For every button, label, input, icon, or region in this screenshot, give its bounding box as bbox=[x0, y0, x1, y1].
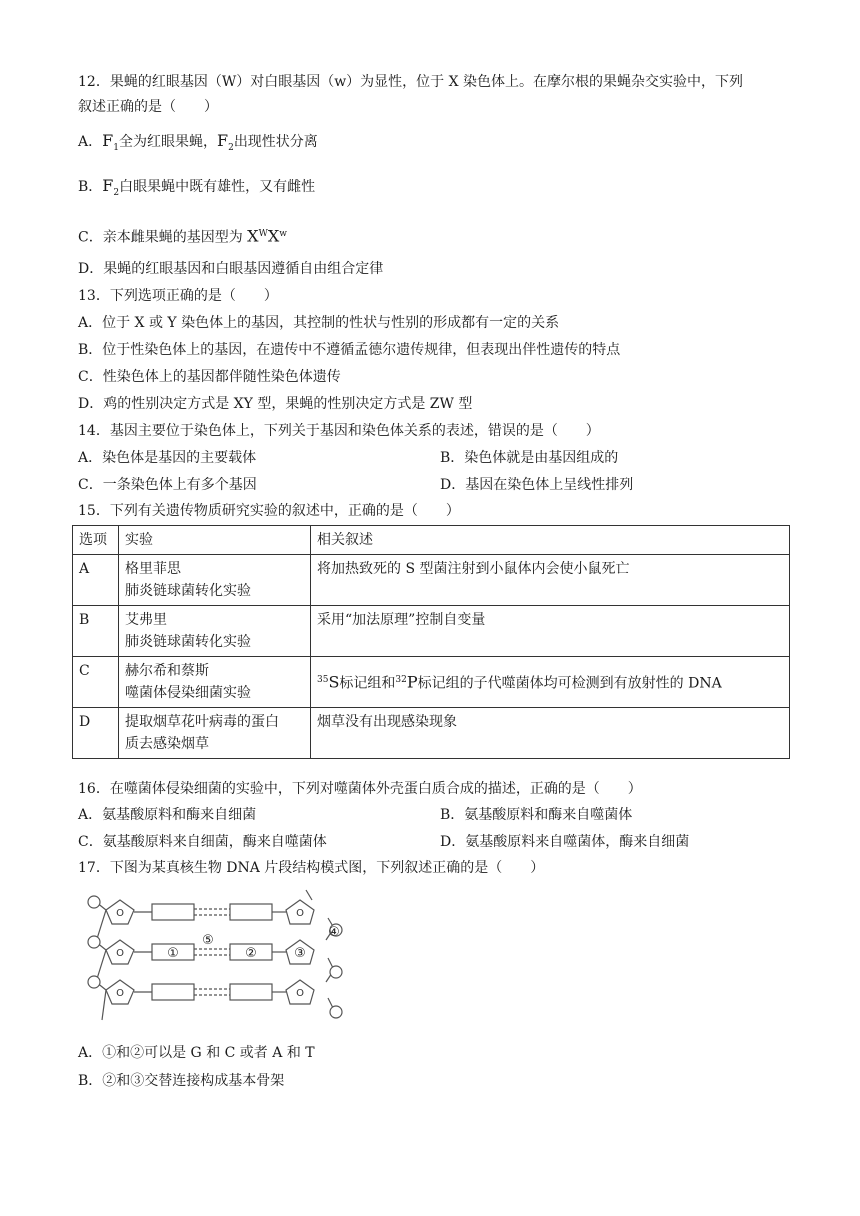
q12-option-d: D．果蝇的红眼基因和白眼基因遵循自由组合定律 bbox=[78, 261, 384, 277]
table-header-row bbox=[73, 526, 790, 555]
table-cell-description: $^{35}$S标记组和$^{32}$P标记组的子代噬菌体均可检测到有放射性的 DNA bbox=[311, 657, 790, 708]
q17-option-a: A．①和②可以是 G 和 C 或者 A 和 T bbox=[78, 1045, 315, 1061]
q16-option-c: C．氨基酸原料来自细菌，酶来自噬菌体 bbox=[78, 834, 327, 850]
q13-option-b: B．位于性染色体上的基因，在遗传中不遵循孟德尔遗传规律，但表现出伴性遗传的特点 bbox=[78, 342, 621, 358]
phosphate-circle bbox=[330, 1006, 342, 1018]
table-row bbox=[73, 555, 790, 606]
q14-option-c: C．一条染色体上有多个基因 bbox=[78, 477, 257, 493]
q15-stem: 15．下列有关遗传物质研究实验的叙述中，正确的是（ ） bbox=[78, 503, 460, 519]
q16-stem: 16．在噬菌体侵染细菌的实验中，下列对噬菌体外壳蛋白质合成的描述，正确的是（ ） bbox=[78, 781, 642, 797]
table-cell-option: B bbox=[73, 606, 119, 657]
table-row bbox=[73, 657, 790, 708]
q14-option-d: D．基因在染色体上呈线性排列 bbox=[440, 477, 634, 493]
sugar-o-label: O bbox=[116, 908, 124, 919]
table-header-cell: 相关叙述 bbox=[311, 526, 790, 555]
base-pairs bbox=[134, 904, 286, 1000]
base-rect bbox=[152, 984, 194, 1000]
q14-option-b: B．染色体就是由基因组成的 bbox=[440, 450, 619, 466]
q17-stem: 17．下图为某真核生物 DNA 片段结构模式图，下列叙述正确的是（ ） bbox=[78, 860, 545, 876]
label-1: ① bbox=[167, 946, 179, 961]
q12-option-b: B．$F_2$白眼果蝇中既有雄性，又有雌性 bbox=[78, 176, 316, 198]
table-cell-option: C bbox=[73, 657, 119, 708]
table-cell-experiment: 格里菲思 肺炎链球菌转化实验 bbox=[119, 555, 311, 606]
q12-option-c: C．亲本雌果蝇的基因型为 $X^WX^w$ bbox=[78, 226, 287, 246]
q13-stem: 13．下列选项正确的是（ ） bbox=[78, 288, 278, 304]
sugar-o-label: O bbox=[116, 948, 124, 959]
q12-stem-line1: 12．果蝇的红眼基因（W）对白眼基因（w）为显性，位于 X 染色体上。在摩尔根的果蝇杂交实验中，下列 bbox=[78, 74, 744, 90]
sugar-o-label: O bbox=[296, 988, 304, 999]
table-header-cell: 实验 bbox=[119, 526, 311, 555]
phosphate-circle bbox=[88, 976, 100, 988]
table-cell-experiment: 赫尔希和蔡斯 噬菌体侵染细菌实验 bbox=[119, 657, 311, 708]
base-rect bbox=[152, 904, 194, 920]
label-5: ⑤ bbox=[202, 933, 214, 948]
q17-option-b: B．②和③交替连接构成基本骨架 bbox=[78, 1073, 285, 1089]
dna-structure-diagram bbox=[84, 888, 354, 1028]
q12-option-a: A．$F_1$全为红眼果蝇，$F_2$出现性状分离 bbox=[78, 131, 318, 153]
label-2: ② bbox=[245, 946, 257, 961]
q14-stem: 14．基因主要位于染色体上，下列关于基因和染色体关系的表述，错误的是（ ） bbox=[78, 423, 600, 439]
q13-option-a: A．位于 X 或 Y 染色体上的基因，其控制的性状与性别的形成都有一定的关系 bbox=[78, 315, 560, 331]
phosphate-circle bbox=[88, 936, 100, 948]
table-cell-description: 烟草没有出现感染现象 bbox=[311, 708, 790, 759]
q13-option-d: D．鸡的性别决定方式是 XY 型，果蝇的性别决定方式是 ZW 型 bbox=[78, 396, 473, 412]
table-cell-option: A bbox=[73, 555, 119, 606]
sugar-o-label: O bbox=[296, 908, 304, 919]
base-rect bbox=[230, 904, 272, 920]
table-row bbox=[73, 708, 790, 759]
q16-option-b: B．氨基酸原料和酶来自噬菌体 bbox=[440, 807, 633, 823]
phosphate-circle bbox=[330, 966, 342, 978]
table-cell-description: 将加热致死的 S 型菌注射到小鼠体内会使小鼠死亡 bbox=[311, 555, 790, 606]
q16-option-a: A．氨基酸原料和酶来自细菌 bbox=[78, 807, 257, 823]
table-header-cell: 选项 bbox=[73, 526, 119, 555]
sugar-o-label: O bbox=[116, 988, 124, 999]
q16-option-d: D．氨基酸原料来自噬菌体，酶来自细菌 bbox=[440, 834, 690, 850]
q15-table bbox=[72, 525, 790, 759]
table-cell-option: D bbox=[73, 708, 119, 759]
left-backbone bbox=[88, 896, 134, 1020]
table-row bbox=[73, 606, 790, 657]
table-cell-description: 采用“加法原理”控制自变量 bbox=[311, 606, 790, 657]
q12-stem-line2: 叙述正确的是（ ） bbox=[78, 99, 218, 115]
label-4: ④ bbox=[328, 925, 340, 940]
q14-option-a: A．染色体是基因的主要载体 bbox=[78, 450, 257, 466]
q13-option-c: C．性染色体上的基因都伴随性染色体遗传 bbox=[78, 369, 341, 385]
label-3: ③ bbox=[294, 946, 306, 961]
phosphate-circle bbox=[88, 896, 100, 908]
table-cell-experiment: 提取烟草花叶病毒的蛋白 质去感染烟草 bbox=[119, 708, 311, 759]
table-cell-experiment: 艾弗里 肺炎链球菌转化实验 bbox=[119, 606, 311, 657]
base-rect bbox=[230, 984, 272, 1000]
